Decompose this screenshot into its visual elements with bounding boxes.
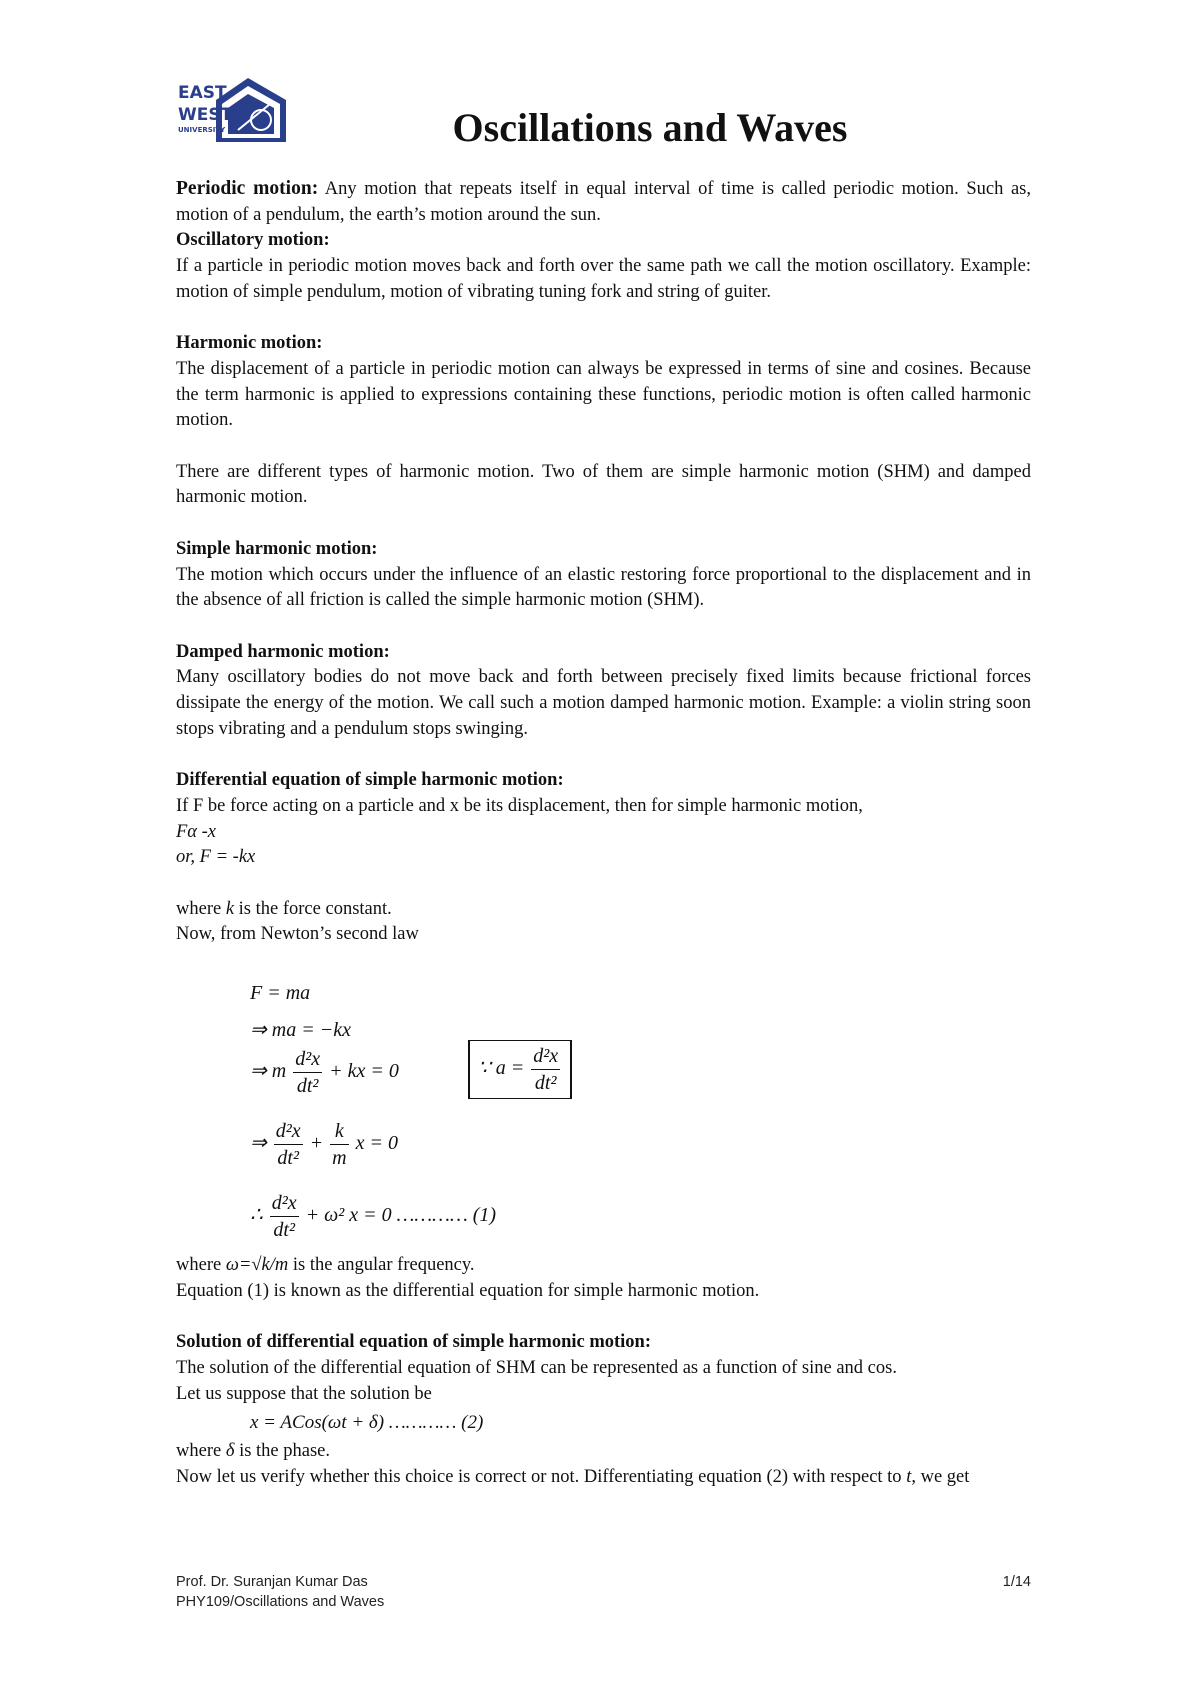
solution-heading: Solution of differential equation of simple harmonic motion: [176,1332,652,1353]
equation-normalized: ⇒ $\frac{\text{d²x}}{\text{dt²}}$ + $\frac{k}{m}$ x = 0 [250,1120,398,1169]
page-title: Oscillations and Waves [452,105,848,150]
periodic-paragraph: Periodic motion: Any motion that repeats itself in equal interval of time is called periodic motion. Such as, motion of a pendulum, the earth’s motion around the sun. [176,178,1031,225]
phase-text: where δ is the phase. [176,1441,330,1462]
harmonic-text: The displacement of a particle in periodic motion can always be expressed in terms of sine and cosines. Because the term harmonic is applied to expressions containing these functions, periodic motion is often called harmonic motion. [176,358,1031,431]
damped-text: Many oscillatory bodies do not move back and forth between precisely fixed limits because frictional forces dissipate the energy of the motion. We call such a motion damped harmonic motion. Example: a violin string soon stops vibrating and a pendulum stops swinging. [176,667,1031,739]
equation-2: x = ACos(ωt + δ) ………… (2) [250,1412,484,1434]
types-text: There are different types of harmonic motion. Two of them are simple harmonic motion (SHM) and damped harmonic motion. [176,461,1031,508]
document-body [176,176,1031,948]
diffeq-heading: Differential equation of simple harmonic motion: [176,770,564,791]
solution-text: The solution of the differential equation of SHM can be represented as a function of sine and cos. [176,1357,897,1378]
page-number: 1/14 [1002,1574,1031,1590]
svg-text:UNIVERSITY: UNIVERSITY [178,126,226,134]
omega-text: where ω=√k/m is the angular frequency. [176,1255,475,1275]
force-constant-text: where k is the force constant. [176,898,392,919]
equation-second-order: ⇒ m $\frac{\text{d²x}}{\text{dt²}}$ + kx = 0 [250,1048,399,1097]
footer-author: Prof. Dr. Suranjan Kumar Das [176,1574,368,1590]
diffeq-text: If F be force acting on a particle and x be its displacement, then for simple harmonic motion, [176,795,863,816]
page-footer [176,1572,1031,1612]
damped-heading: Damped harmonic motion: [176,641,390,662]
newton-text: Now, from Newton’s second law [176,924,419,945]
acceleration-bracket: ∵ a = $\frac{\text{d²x}}{\text{dt²}}$ [468,1040,572,1099]
equation-f-ma: F = ma [250,982,311,1004]
periodic-term: Periodic motion [176,178,312,199]
oscillatory-text: If a particle in periodic motion moves back and forth over the same path we call the motion oscillatory. Example: motion of simple pendulum, motion of vibrating tuning fork and string of guiter. [176,256,1031,302]
equation-ma-kx: ⇒ ma = −kx [250,1019,351,1041]
footer-course: PHY109/Oscillations and Waves [176,1594,385,1610]
shm-text: The motion which occurs under the influence of an elastic restoring force proportional to the displacement and in the absence of all friction is called the simple harmonic motion (SHM). [176,564,1031,611]
svg-text:EAST: EAST [178,83,227,103]
force-law: or, F = -kx [176,847,256,868]
shm-heading: Simple harmonic motion: [176,538,378,559]
verify-text: Now let us verify whether this choice is correct or not. Differentiating equation (2) with respect to t, we get [176,1466,970,1487]
equation-1: ∴ $\frac{\text{d²x}}{\text{dt²}}$ + ω² x = 0 ………… (1) [250,1192,497,1241]
periodic-text: Any motion that repeats itself in equal interval of time is called periodic motion. Such as, motion of a pendulum, the earth’s motion around the sun. [176,179,1031,225]
document-body-lower [176,1253,1031,1491]
proportionality: Fα -x [176,821,217,842]
equation-1-note: Equation (1) is known as the differential equation for simple harmonic motion. [176,1280,760,1301]
suppose-text: Let us suppose that the solution be [176,1383,432,1404]
svg-text:WEST: WEST [178,105,233,125]
oscillatory-heading: Oscillatory motion: [176,230,330,251]
harmonic-heading: Harmonic motion: [176,333,323,354]
